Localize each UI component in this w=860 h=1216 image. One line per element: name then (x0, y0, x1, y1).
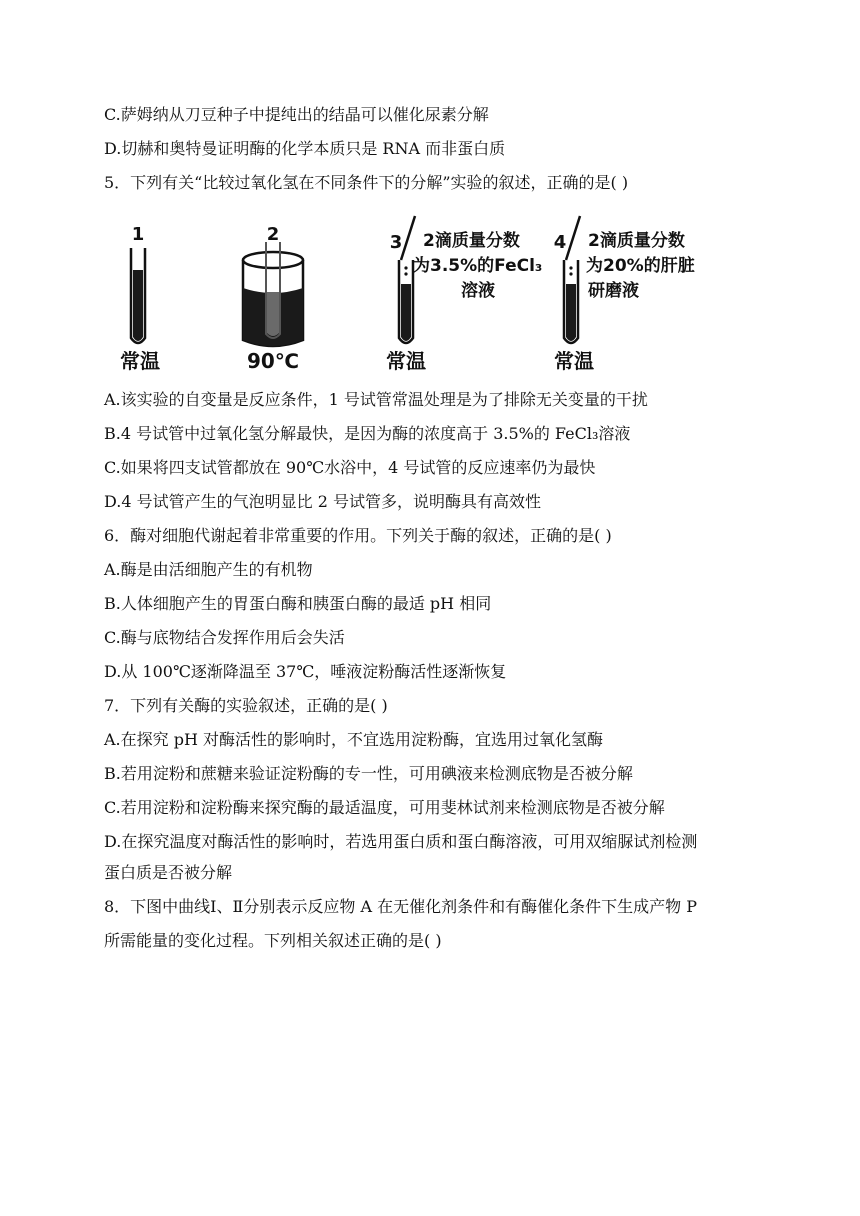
option-7a: A.在探究 pH 对酶活性的影响时，不宜选用淀粉酶，宜选用过氧化氢酶 (104, 730, 604, 749)
option-6d: D.从 100℃逐渐降温至 37℃，唾液淀粉酶活性逐渐恢复 (104, 662, 507, 681)
option-7b: B.若用淀粉和蔗糖来验证淀粉酶的专一性，可用碘液来检测底物是否被分解 (104, 764, 633, 783)
tube-2-condition: 90℃ (246, 349, 300, 373)
tube-1-condition: 常温 (120, 349, 160, 373)
option-5a: A.该实验的自变量是反应条件，1 号试管常温处理是为了排除无关变量的干扰 (104, 390, 648, 409)
question-8-stem: 8．下图中曲线Ⅰ、Ⅱ分别表示反应物 A 在无催化剂条件和有酶催化条件下生成产物 P (104, 897, 697, 916)
tube-3-reagent-line1: 2滴质量分数 (423, 231, 520, 251)
question-5-stem: 5．下列有关“比较过氧化氢在不同条件下的分解”实验的叙述，正确的是( ) (104, 173, 629, 192)
tube-4-reagent-line3: 研磨液 (588, 281, 639, 301)
question-7-stem: 7．下列有关酶的实验叙述，正确的是( ) (104, 696, 388, 715)
option-5d: D.4 号试管产生的气泡明显比 2 号试管多，说明酶具有高效性 (104, 492, 541, 511)
tube-3-reagent-line3: 溶液 (461, 281, 495, 301)
experiment-figure (118, 212, 718, 378)
tube-4 (554, 216, 695, 373)
option-7c: C.若用淀粉和淀粉酶来探究酶的最适温度，可用斐林试剂来检测底物是否被分解 (104, 798, 665, 817)
tube-2-number: 2 (266, 224, 280, 245)
tube-4-condition: 常温 (554, 349, 594, 373)
option-7d: D.在探究温度对酶活性的影响时，若选用蛋白质和蛋白酶溶液，可用双缩脲试剂检测 (104, 832, 698, 851)
tube-1-number: 1 (131, 224, 145, 245)
option-4c: C.萨姆纳从刀豆种子中提纯出的结晶可以催化尿素分解 (104, 105, 489, 124)
option-4d: D.切赫和奥特曼证明酶的化学本质只是 RNA 而非蛋白质 (104, 139, 506, 158)
option-6a: A.酶是由活细胞产生的有机物 (104, 560, 313, 579)
question-8-stem-continued: 所需能量的变化过程。下列相关叙述正确的是( ) (104, 931, 442, 950)
tube-2 (243, 224, 303, 373)
tube-4-reagent-line1: 2滴质量分数 (588, 231, 685, 251)
option-5c: C.如果将四支试管都放在 90℃水浴中，4 号试管的反应速率仍为最快 (104, 458, 596, 477)
tube-3-number: 3 (389, 232, 403, 253)
tube-4-reagent-line2: 为20%的肝脏 (586, 256, 695, 276)
option-7d-continued: 蛋白质是否被分解 (104, 863, 233, 882)
option-6b: B.人体细胞产生的胃蛋白酶和胰蛋白酶的最适 pH 相同 (104, 594, 492, 613)
tube-1 (120, 224, 160, 373)
tube-4-number: 4 (553, 232, 567, 253)
tube-3 (386, 216, 542, 373)
tube-3-condition: 常温 (386, 349, 426, 373)
question-6-stem: 6．酶对细胞代谢起着非常重要的作用。下列关于酶的叙述，正确的是( ) (104, 526, 612, 545)
tube-3-reagent-line2: 为3.5%的FeCl₃ (413, 256, 543, 276)
option-5b: B.4 号试管中过氧化氢分解最快，是因为酶的浓度高于 3.5%的 FeCl₃溶液 (104, 424, 631, 443)
option-6c: C.酶与底物结合发挥作用后会失活 (104, 628, 345, 647)
